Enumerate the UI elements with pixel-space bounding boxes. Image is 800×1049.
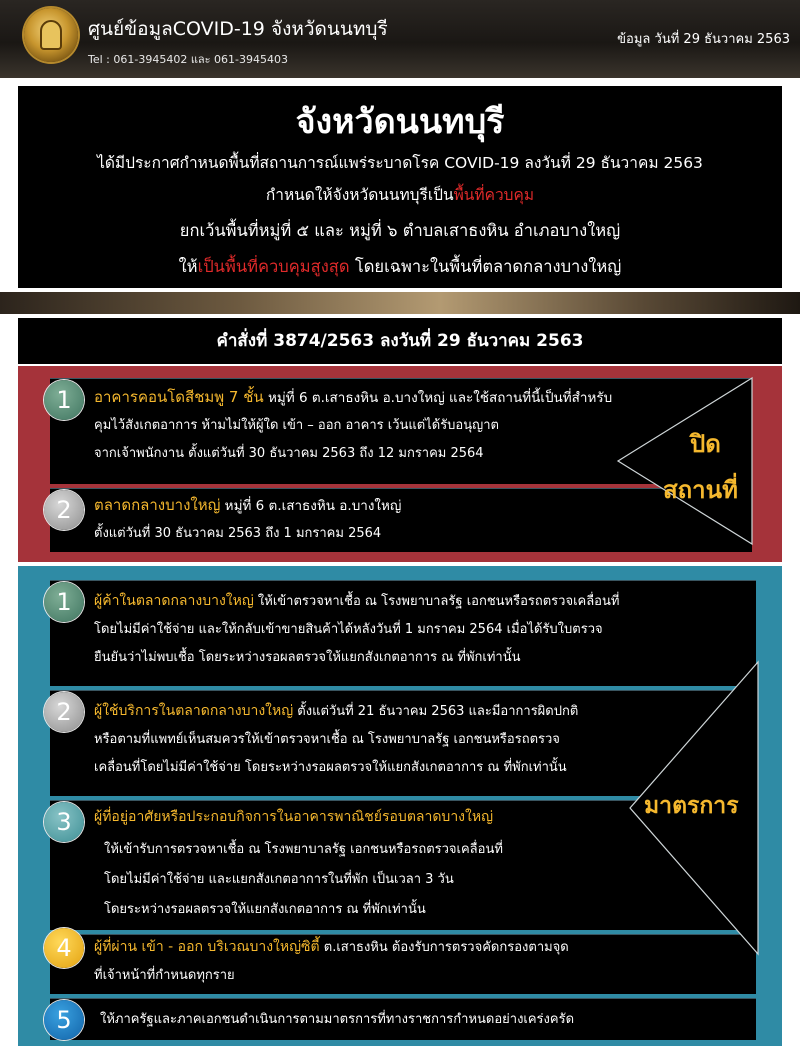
announcement-line-3: ยกเว้นพื้นที่หมู่ที่ ๕ และ หมู่ที่ ๖ ตำบลเสาธงหิน อำเภอบางใหญ่ [179, 221, 621, 240]
measure-number-5: 5 [44, 1000, 84, 1040]
provincial-seal-logo [24, 8, 78, 62]
center-name: ศูนย์ข้อมูลCOVID-19 จังหวัดนนทบุรี [88, 18, 388, 40]
measure-item-4-title: ผู้ที่ผ่าน เข้า - ออก บริเวณบางใหญ่ซิตี้ [94, 939, 320, 955]
measure-item-2-line-1 [94, 698, 578, 725]
announcement-line-4 [18, 254, 782, 280]
measure-item-2-line-3: เคลื่อนที่โดยไม่มีค่าใช้จ่าย โดยระหว่างรอผลตรวจให้แยกสังเกตอาการ ณ ที่พักเท่านั้น [94, 760, 567, 775]
page-header [0, 0, 800, 78]
announcement-line-2-text: กำหนดให้จังหวัดนนทบุรีเป็น [265, 186, 454, 204]
measure-item-2-line-2: หรือตามที่แพทย์เห็นสมควรให้เข้าตรวจหาเชื้อ ณ โรงพยาบาลรัฐ เอกชนหรือรถตรวจ [94, 732, 560, 747]
closure-number-1: 1 [44, 380, 84, 420]
measure-item-3-line-4: โดยระหว่างรอผลตรวจให้แยกสังเกตอาการ ณ ที่พักเท่านั้น [104, 902, 426, 917]
measure-item-3-line-2: ให้เข้ารับการตรวจหาเชื้อ ณ โรงพยาบาลรัฐ เอกชนหรือรถตรวจเคลื่อนที่ [104, 842, 503, 857]
measures-label: มาตรการ [644, 793, 739, 819]
measure-item-1-line-3: ยืนยันว่าไม่พบเชื้อ โดยระหว่างรอผลตรวจให้แยกสังเกตอาการ ณ ที่พักเท่านั้น [94, 650, 521, 665]
contact-phone: Tel : 061-3945402 และ 061-3945403 [88, 53, 289, 66]
measure-item-1-title: ผู้ค้าในตลาดกลางบางใหญ่ [94, 593, 254, 609]
closure-item-1-line-2: คุมไว้สังเกตอาการ ห้ามไม่ให้ผู้ใด เข้า – ออก อาคาร เว้นแต่ได้รับอนุญาต [94, 418, 499, 433]
closure-section [18, 366, 782, 562]
closure-item-2-line-1 [94, 492, 401, 520]
province-title: จังหวัดนนทบุรี [295, 102, 505, 142]
measure-number-3: 3 [44, 802, 84, 842]
measure-item-4-line-1 [94, 934, 569, 961]
measure-item-1-line-1 [94, 588, 619, 615]
measure-item-3-line-1 [94, 804, 493, 831]
announcement-line-1: ได้มีประกาศกำหนดพื้นที่สถานการณ์แพร่ระบาดโรค COVID-19 ลงวันที่ 29 ธันวาคม 2563 [97, 154, 703, 172]
closure-item-2-line-2: ตั้งแต่วันที่ 30 ธันวาคม 2563 ถึง 1 มกราคม 2564 [94, 526, 382, 541]
measure-item-2-title: ผู้ใช้บริการในตลาดกลางบางใหญ่ [94, 703, 294, 719]
closure-item-1-line-3: จากเจ้าพนักงาน ตั้งแต่วันที่ 30 ธันวาคม 2563 ถึง 12 มกราคม 2564 [94, 446, 484, 461]
closure-label-line-1: ปิด [690, 430, 721, 458]
measure-item-3-line-3: โดยไม่มีค่าใช้จ่าย และแยกสังเกตอาการในที่พัก เป็นเวลา 3 วัน [104, 872, 454, 887]
measure-item-4-line-2: ที่เจ้าหน้าที่กำหนดทุกราย [94, 968, 235, 983]
measure-item-4-line-1-rest: ต.เสาธงหิน ต้องรับการตรวจคัดกรองตามจุด [319, 940, 569, 955]
measure-number-2: 2 [44, 692, 84, 732]
measure-item-3-title: ผู้ที่อยู่อาศัยหรือประกอบกิจการในอาคารพาณิชย์รอบตลาดบางใหญ่ [94, 809, 494, 825]
measure-number-4: 4 [44, 928, 84, 968]
measure-item-1-line-1-rest: ให้เข้าตรวจหาเชื้อ ณ โรงพยาบาลรัฐ เอกชนหรือรถตรวจเคลื่อนที่ [253, 594, 620, 609]
announcement-panel [18, 86, 782, 288]
control-area-highlight: พื้นที่ควบคุม [453, 186, 535, 204]
measures-section [18, 566, 782, 1046]
closure-item-1-line-1-rest: หมู่ที่ 6 ต.เสาธงหิน อ.บางใหญ่ และใช้สถานที่นี้เป็นที่สำหรับ [263, 390, 613, 406]
closure-item-2-line-1-rest: หมู่ที่ 6 ต.เสาธงหิน อ.บางใหญ่ [220, 498, 402, 514]
measure-number-1: 1 [44, 582, 84, 622]
closure-item-1-title: อาคารคอนโดสีชมพู 7 ชั้น [94, 388, 264, 406]
measure-item-5-line-1: ให้ภาครัฐและภาคเอกชนดำเนินการตามมาตรการที่ทางราชการกำหนดอย่างเคร่งครัด [100, 1012, 575, 1027]
closure-item-1-line-1 [94, 384, 612, 412]
closure-item-2-title: ตลาดกลางบางใหญ่ [94, 496, 221, 514]
announcement-line-2 [18, 182, 782, 207]
measure-item-1-line-2: โดยไม่มีค่าใช้จ่าย และให้กลับเข้าขายสินค้าได้หลังวันที่ 1 มกราคม 2564 เมื่อได้รับใบตรวจ [94, 622, 603, 637]
closure-number-2: 2 [44, 490, 84, 530]
order-title: คำสั่งที่ 3874/2563 ลงวันที่ 29 ธันวาคม 2563 [18, 318, 782, 364]
measure-item-2-line-1-rest: ตั้งแต่วันที่ 21 ธันวาคม 2563 และมีอาการผิดปกติ [293, 704, 579, 719]
max-control-area-highlight: เป็นพื้นที่ควบคุมสูงสุด [197, 257, 350, 276]
announcement-line-4-prefix: ให้ [178, 257, 198, 276]
decorative-wood-strip [0, 292, 800, 314]
announcement-line-4-suffix: โดยเฉพาะในพื้นที่ตลาดกลางบางใหญ่ [349, 257, 622, 276]
data-date: ข้อมูล วันที่ 29 ธันวาคม 2563 [617, 32, 790, 47]
closure-label-line-2: สถานที่ [663, 476, 738, 504]
